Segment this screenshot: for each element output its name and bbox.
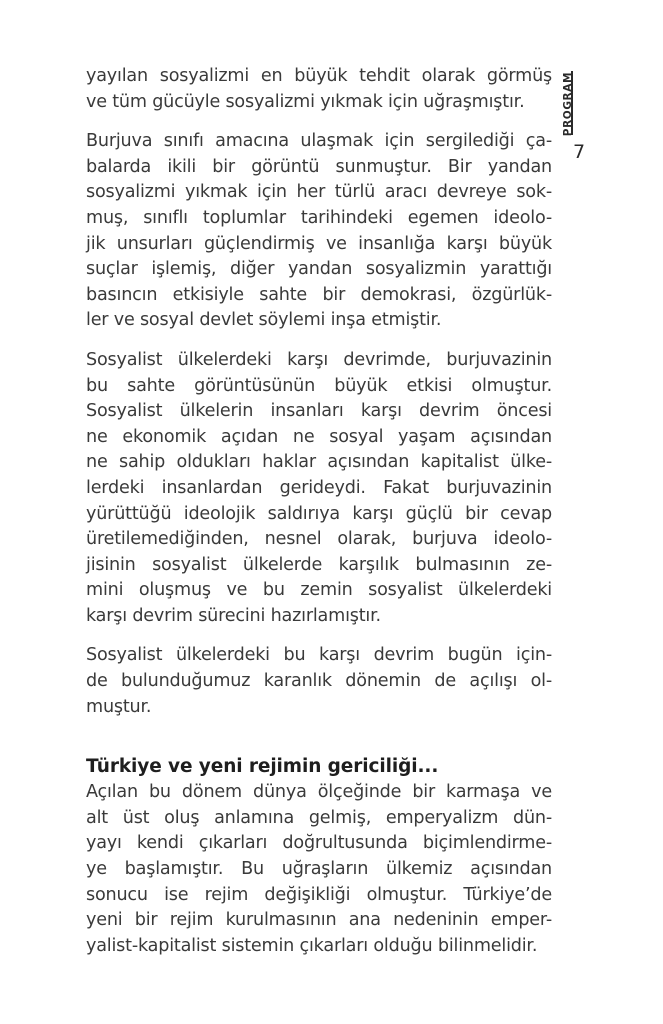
text-line: Açılan bu dönem dünya ölçeğinde bir karmaşa ve <box>86 782 552 803</box>
text-line: alt üst oluş anlamına gelmiş, emperyalizm dün- <box>86 807 552 828</box>
text-line: balarda ikili bir görüntü sunmuştur. Bir yandan <box>86 156 552 177</box>
text-line: yayılan sosyalizmi en büyük tehdit olarak görmüş <box>86 66 552 86</box>
text-line: yayı kendi çıkarları doğrultusunda biçimlendirme- <box>86 833 552 854</box>
text-line: sonucu ise rejim değişikliği olmuştur. Türkiye’de <box>86 884 552 905</box>
text-line: jisinin sosyalist ülkelerde karşılık bulmasının ze- <box>86 554 552 575</box>
text-line: yalist-kapitalist sistemin çıkarları olduğu bilinmelidir. <box>86 935 538 956</box>
page-number: 7 <box>573 141 586 163</box>
text-line: Sosyalist ülkelerdeki karşı devrimde, burjuvazinin <box>86 349 552 370</box>
text-line: lerdeki insanlardan gerideydi. Fakat burjuvazinin <box>86 477 552 498</box>
text-line: ye başlamıştır. Bu uğraşların ülkemiz açısından <box>86 859 552 880</box>
text-line: basıncın etkisiyle sahte bir demokrasi, özgürlük- <box>86 284 552 305</box>
text-line: ve tüm gücüyle sosyalizmi yıkmak için uğraşmıştır. <box>86 91 525 112</box>
text-line: Sosyalist ülkelerin insanları karşı devrim öncesi <box>86 401 552 422</box>
text-line: Sosyalist ülkelerdeki bu karşı devrim bugün için- <box>86 645 552 666</box>
text-line: mini oluşmuş ve bu zemin sosyalist ülkelerdeki <box>86 580 552 601</box>
text-line: ne ekonomik açıdan ne sosyal yaşam açısından <box>86 426 552 447</box>
text-line: karşı devrim sürecini hazırlamıştır. <box>86 605 381 626</box>
text-line: muştur. <box>86 696 152 717</box>
text-line: yürüttüğü ideolojik saldırıya karşı güçlü bir cevap <box>86 503 552 524</box>
paragraph-3 <box>86 348 552 630</box>
section-heading: Türkiye ve yeni rejimin gericiliği... <box>86 756 439 778</box>
paragraph-1 <box>86 64 552 115</box>
text-line: bu sahte görüntüsünün büyük etkisi olmuştur. <box>86 375 552 396</box>
text-line: Burjuva sınıfı amacına ulaşmak için sergilediği ça- <box>86 131 552 152</box>
text-line: sosyalizmi yıkmak için her türlü aracı devreye sok- <box>86 182 552 203</box>
text-line: suçlar işlemiş, diğer yandan sosyalizmin yarattığı <box>86 259 552 280</box>
text-line: de bulunduğumuz karanlık dönemin de açılışı ol- <box>86 671 552 692</box>
section-paragraph <box>86 780 552 959</box>
text-line: muş, sınıflı toplumlar tarihindeki egemen ideolo- <box>86 207 552 228</box>
paragraph-4 <box>86 643 552 720</box>
running-header-label: PROGRAM <box>562 72 574 137</box>
text-line: jik unsurları güçlendirmiş ve insanlığa karşı büyük <box>86 233 552 254</box>
text-line: ne sahip oldukları haklar açısından kapitalist ülke- <box>86 452 552 473</box>
text-line: üretilemediğinden, nesnel olarak, burjuva ideolo- <box>86 529 552 550</box>
running-header <box>562 70 588 140</box>
page-body <box>86 64 552 973</box>
text-line: yeni bir rejim kurulmasının ana nedeninin emper- <box>86 910 552 931</box>
text-line: ler ve sosyal devlet söylemi inşa etmiştir. <box>86 310 442 331</box>
paragraph-2 <box>86 129 552 334</box>
